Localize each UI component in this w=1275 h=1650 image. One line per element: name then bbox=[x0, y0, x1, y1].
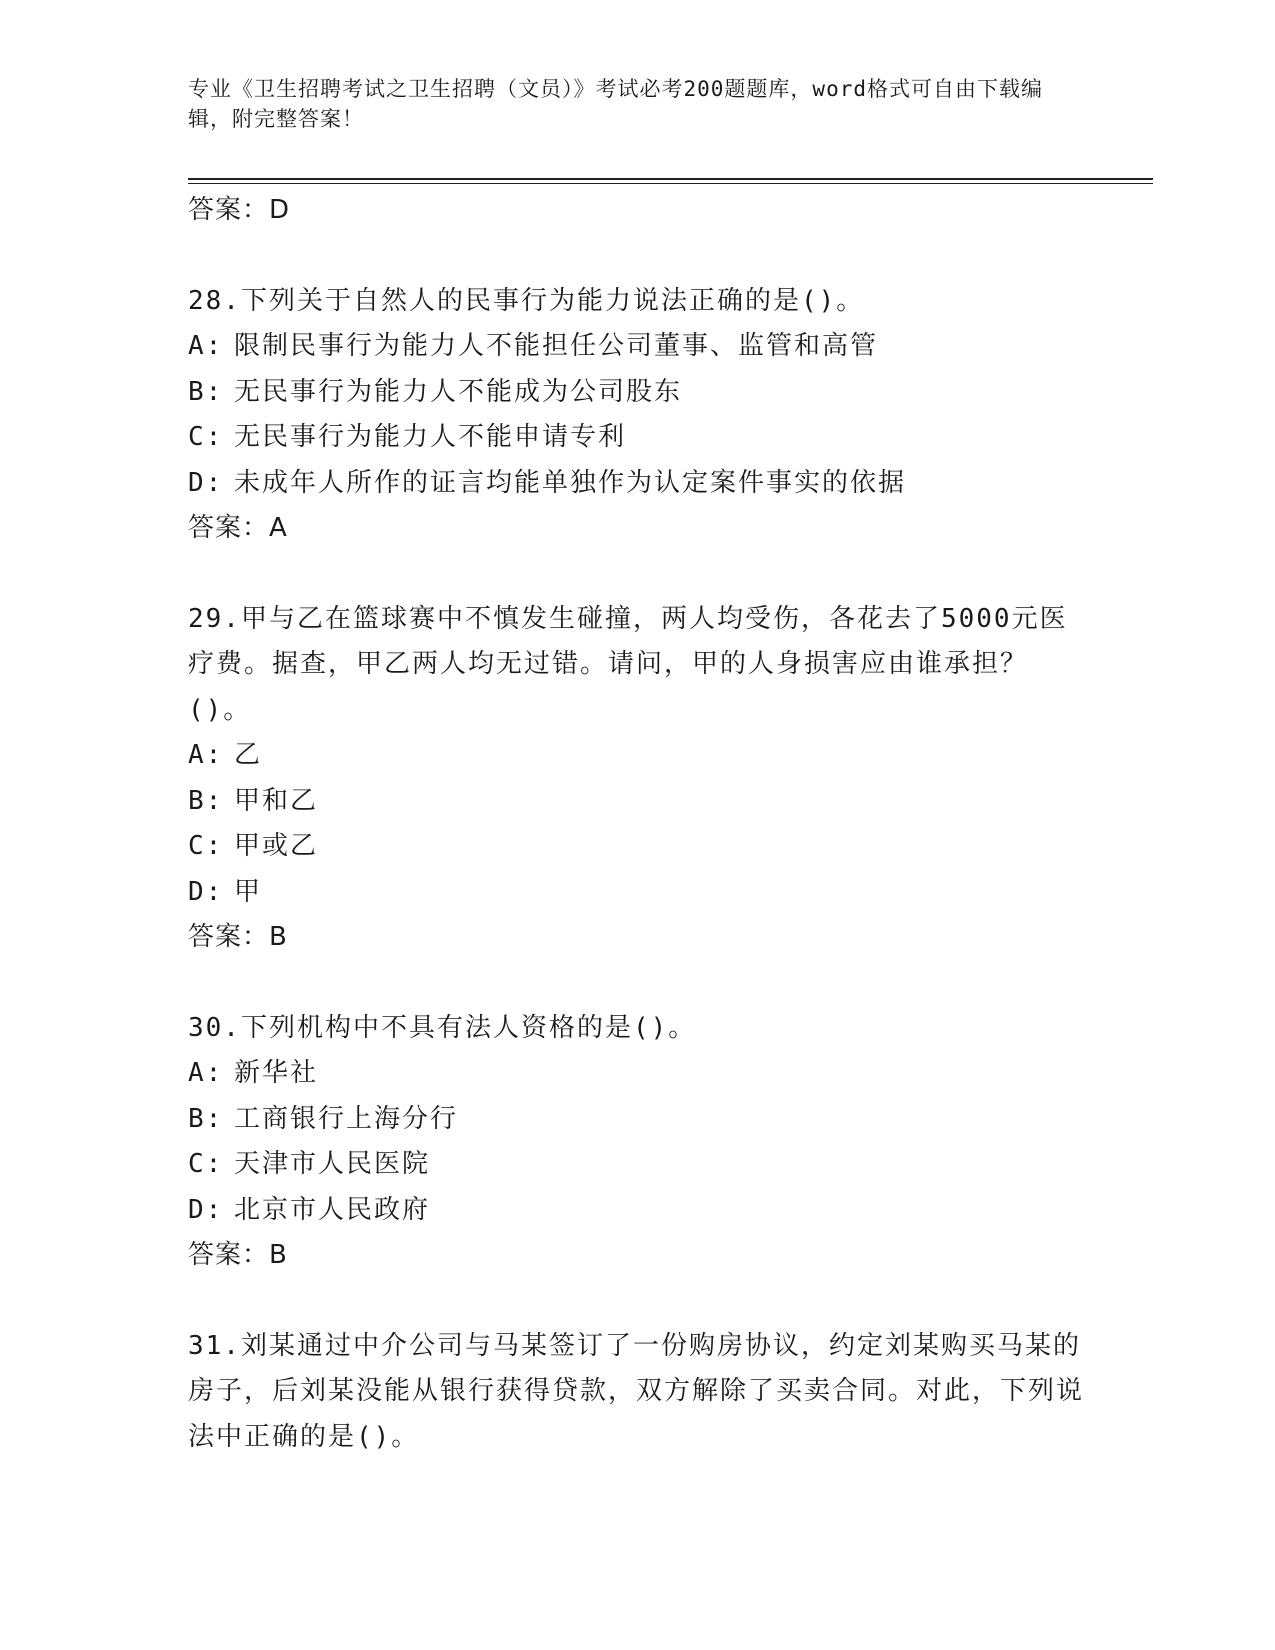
answer-line: 答案：A bbox=[188, 513, 288, 543]
document-header: 专业《卫生招聘考试之卫生招聘（文员）》考试必考200题题库，word格式可自由下载编辑，附完整答案！ bbox=[188, 77, 1043, 131]
option-line bbox=[188, 1188, 1088, 1234]
option-line bbox=[188, 1051, 1088, 1097]
option-text: 无民事行为能力人不能申请专利 bbox=[234, 422, 627, 452]
spacer bbox=[188, 552, 1088, 597]
option-letter: C: bbox=[188, 1149, 224, 1179]
header-divider-thick bbox=[188, 178, 1153, 180]
option-line bbox=[188, 824, 1088, 870]
option-letter: B: bbox=[188, 1103, 224, 1134]
option-letter: B: bbox=[188, 785, 224, 816]
option-text: 甲或乙 bbox=[234, 831, 319, 861]
spacer bbox=[188, 1279, 1088, 1324]
header-divider-thin bbox=[188, 183, 1153, 184]
option-text: 未成年人所作的证言均能单独作为认定案件事实的依据 bbox=[234, 467, 907, 498]
option-letter: B: bbox=[188, 376, 224, 407]
question-block bbox=[188, 1324, 1088, 1461]
option-text: 天津市人民医院 bbox=[234, 1149, 431, 1179]
option-line bbox=[188, 1097, 1088, 1143]
option-line bbox=[188, 870, 1088, 916]
question-text: 30.下列机构中不具有法人资格的是()。 bbox=[188, 1012, 697, 1043]
option-letter: A: bbox=[188, 331, 224, 361]
option-text: 无民事行为能力人不能成为公司股东 bbox=[234, 376, 683, 407]
question-text: 31.刘某通过中介公司与马某签订了一份购房协议，约定刘某购买马某的房子，后刘某没能从银行获得贷款，双方解除了买卖合同。对此，下列说法中正确的是()。 bbox=[188, 1330, 1085, 1452]
spacer bbox=[188, 961, 1088, 1006]
option-text: 甲 bbox=[234, 876, 263, 907]
question-text: 29.甲与乙在篮球赛中不慎发生碰撞，两人均受伤，各花去了5000元医疗费。据查，甲乙两人均无过错。请问，甲的人身损害应由谁承担？()。 bbox=[188, 603, 1068, 725]
document-body bbox=[188, 188, 1088, 1460]
answer-line: 答案：B bbox=[188, 922, 288, 952]
spacer bbox=[188, 234, 1088, 279]
option-text: 甲和乙 bbox=[234, 785, 319, 816]
option-letter: A: bbox=[188, 1058, 224, 1088]
option-letter: C: bbox=[188, 422, 224, 452]
option-letter: D: bbox=[188, 1194, 224, 1225]
option-letter: D: bbox=[188, 467, 224, 498]
option-text: 北京市人民政府 bbox=[234, 1194, 431, 1225]
question-text: 28.下列关于自然人的民事行为能力说法正确的是()。 bbox=[188, 285, 865, 316]
option-text: 新华社 bbox=[234, 1058, 319, 1088]
option-line bbox=[188, 370, 1088, 416]
option-line bbox=[188, 733, 1088, 779]
answer-line: 答案：B bbox=[188, 1240, 288, 1270]
option-letter: D: bbox=[188, 876, 224, 907]
option-line bbox=[188, 415, 1088, 461]
option-line bbox=[188, 1142, 1088, 1188]
question-block bbox=[188, 1006, 1088, 1279]
option-letter: C: bbox=[188, 831, 224, 861]
option-line bbox=[188, 779, 1088, 825]
option-text: 限制民事行为能力人不能担任公司董事、监管和高管 bbox=[234, 331, 879, 361]
option-line bbox=[188, 461, 1088, 507]
question-block bbox=[188, 597, 1088, 961]
option-text: 工商银行上海分行 bbox=[234, 1103, 459, 1134]
option-text: 乙 bbox=[234, 740, 263, 770]
question-block bbox=[188, 279, 1088, 552]
option-letter: A: bbox=[188, 740, 224, 770]
answer-line: 答案：D bbox=[188, 195, 291, 225]
option-line bbox=[188, 324, 1088, 370]
